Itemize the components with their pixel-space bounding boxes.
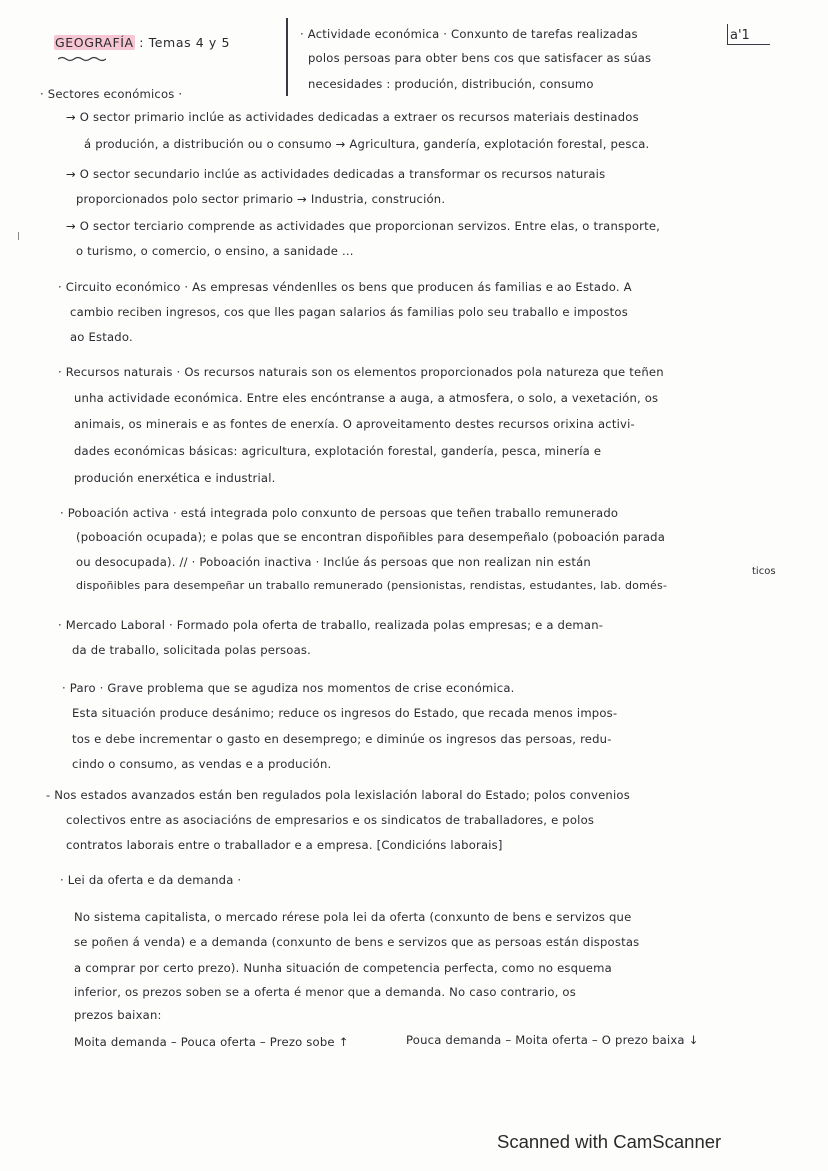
text-line: inferior, os prezos soben se a oferta é menor que a demanda. No caso contrario, os <box>74 985 576 999</box>
text-line: cambio reciben ingresos, cos que lles pagan salarios ás familias polo seu traballo e impostos <box>70 305 628 319</box>
text-line: cindo o consumo, as vendas e a produción. <box>72 757 332 771</box>
text-line: da de traballo, solicitada polas persoas. <box>72 643 312 657</box>
text-line: Esta situación produce desánimo; reduce os ingresos do Estado, que recada menos impos- <box>72 706 618 720</box>
text-line: colectivos entre as asociacións de empresarios e os sindicatos de traballadores, e polos <box>66 813 595 827</box>
page-number: a'1 <box>730 28 750 43</box>
underline-squiggle-icon <box>58 56 106 62</box>
text-line: (poboación ocupada); e polas que se encontran dispoñibles para desempeñalo (poboación parada <box>76 530 666 544</box>
definition-line: · Actividade económica · Conxunto de tarefas realizadas <box>300 27 638 41</box>
text-line: a comprar por certo prezo). Nunha situación de competencia perfecta, como no esquema <box>74 961 612 975</box>
text-line: - Nos estados avanzados están ben regulados pola lexislación laboral do Estado; polos convenios <box>46 788 630 802</box>
text-line: · Recursos naturais · Os recursos naturais son os elementos proporcionados pola natureza que teñen <box>58 365 664 379</box>
page-title <box>54 35 230 51</box>
text-line: · Mercado Laboral · Formado pola oferta de traballo, realizada polas empresas; e a deman- <box>58 618 604 632</box>
text-fragment: ticos <box>752 566 776 577</box>
text-line: se poñen á venda) e a demanda (conxunto de bens e servizos que as persoas están dispostas <box>74 935 640 949</box>
topic-label: Temas 4 y 5 <box>148 35 231 50</box>
definition-line: polos persoas para obter bens cos que satisfacer as súas <box>308 51 652 65</box>
text-line: tos e debe incrementar o gasto en desemprego; e diminúe os ingresos das persoas, redu- <box>72 732 612 746</box>
text-line: dispoñibles para desempeñar un traballo remunerado (pensionistas, rendistas, estudantes, lab. domés- <box>76 579 668 592</box>
text-line: → O sector secundario inclúe as actividades dedicadas a transformar os recursos naturais <box>66 167 606 181</box>
rule-price-down: Pouca demanda – Moita oferta – O prezo baixa ↓ <box>406 1033 699 1047</box>
text-line: ou desocupada). // · Poboación inactiva · Inclúe ás persoas que non realizan nin están <box>76 555 591 569</box>
text-line: o turismo, o comercio, o ensino, a sanidade ... <box>76 244 354 258</box>
text-line: · Poboación activa · está integrada polo conxunto de persoas que teñen traballo remunerado <box>60 506 619 520</box>
text-line: animais, os minerais e as fontes de enerxía. O aproveitamento destes recursos orixina activi- <box>74 417 635 431</box>
title-separator: : <box>139 35 145 50</box>
section-heading-lei: · Lei da oferta e da demanda · <box>60 873 242 887</box>
text-line: · Circuito económico · As empresas véndenlles os bens que producen ás familias e ao Estado. A <box>58 280 632 294</box>
definition-line: necesidades : produción, distribución, consumo <box>308 77 594 91</box>
camscanner-watermark: Scanned with CamScanner <box>497 1131 722 1152</box>
text-line: ao Estado. <box>70 330 133 344</box>
text-line: á produción, a distribución ou o consumo → Agricultura, gandería, explotación forestal, pesca. <box>84 137 650 151</box>
text-line: unha actividade económica. Entre eles encóntranse a auga, a atmosfera, o solo, a vexetación, os <box>74 391 659 405</box>
rule-price-up: Moita demanda – Pouca oferta – Prezo sobe ↑ <box>74 1035 349 1049</box>
text-line: proporcionados polo sector primario → Industria, construción. <box>76 192 446 206</box>
text-line: No sistema capitalista, o mercado rérese pola lei da oferta (conxunto de bens e servizos que <box>74 910 632 924</box>
text-line: → O sector primario inclúe as actividades dedicadas a extraer os recursos materiais destinados <box>66 110 639 124</box>
text-line: → O sector terciario comprende as actividades que proporcionan servizos. Entre elas, o transporte, <box>66 219 661 233</box>
subject-label: GEOGRAFÍA <box>55 35 134 50</box>
text-line: · Paro · Grave problema que se agudiza nos momentos de crise económica. <box>62 681 515 695</box>
text-line: prezos baixan: <box>74 1008 162 1022</box>
text-line: produción enerxética e industrial. <box>74 471 276 485</box>
margin-mark <box>18 232 19 240</box>
text-line: contratos laborais entre o traballador e a empresa. [Condicións laborais] <box>66 838 503 852</box>
section-heading-sectores: · Sectores económicos · <box>40 87 183 101</box>
text-line: dades económicas básicas: agricultura, explotación forestal, gandería, pesca, minería e <box>74 444 602 458</box>
column-divider <box>286 18 288 96</box>
